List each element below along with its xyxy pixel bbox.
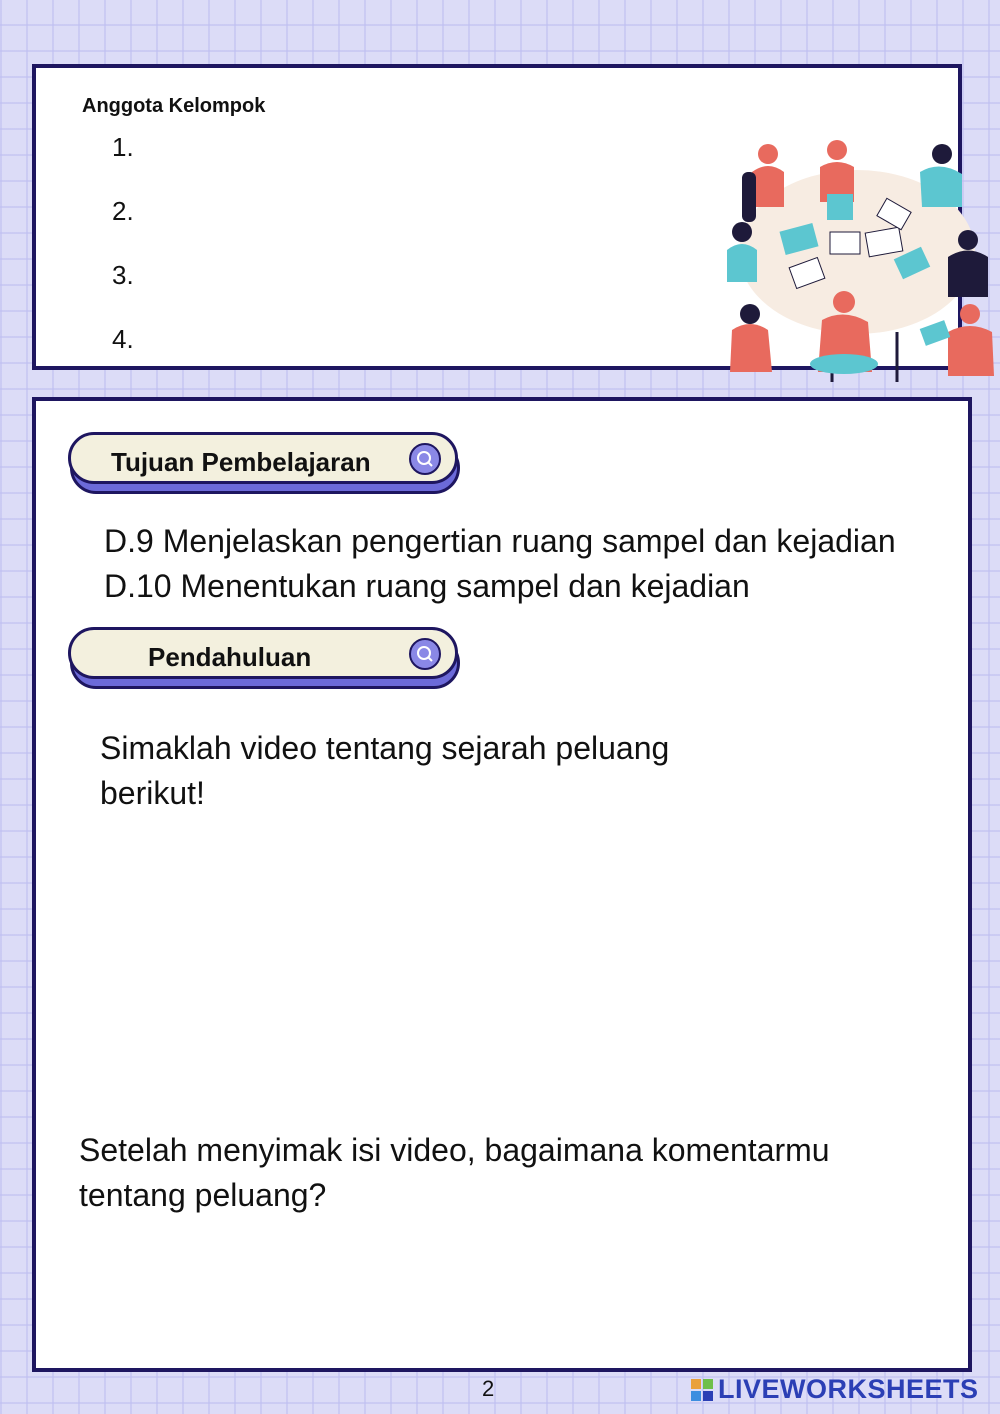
search-icon xyxy=(409,638,441,670)
brand-name: LIVEWORKSHEETS xyxy=(718,1374,979,1404)
objective-1: D.9 Menjelaskan pengertian ruang sampel dan kejadian xyxy=(104,523,896,559)
member-3: 3. xyxy=(112,260,134,290)
intro-title: Pendahuluan xyxy=(148,642,312,672)
member-1: 1. xyxy=(112,132,134,162)
member-4: 4. xyxy=(112,324,134,354)
search-icon xyxy=(409,443,441,475)
objectives-title: Tujuan Pembelajaran xyxy=(111,447,371,477)
intro-header xyxy=(68,627,458,681)
member-2: 2. xyxy=(112,196,134,226)
page-number: 2 xyxy=(482,1376,495,1401)
objective-2: D.10 Menentukan ruang sampel dan kejadian xyxy=(104,568,750,604)
intro-line-1: Simaklah video tentang sejarah peluang xyxy=(100,730,670,766)
question-line-2: tentang peluang? xyxy=(79,1177,327,1213)
intro-line-2: berikut! xyxy=(100,775,205,811)
liveworksheets-logo-icon xyxy=(690,1378,714,1402)
objectives-header xyxy=(68,432,458,486)
group-study-illustration xyxy=(712,132,1000,387)
question-line-1: Setelah menyimak isi video, bagaimana komentarmu xyxy=(79,1132,830,1168)
main-worksheet-card xyxy=(32,397,972,1372)
group-members-title: Anggota Kelompok xyxy=(82,95,266,117)
liveworksheets-brand xyxy=(690,1374,979,1405)
